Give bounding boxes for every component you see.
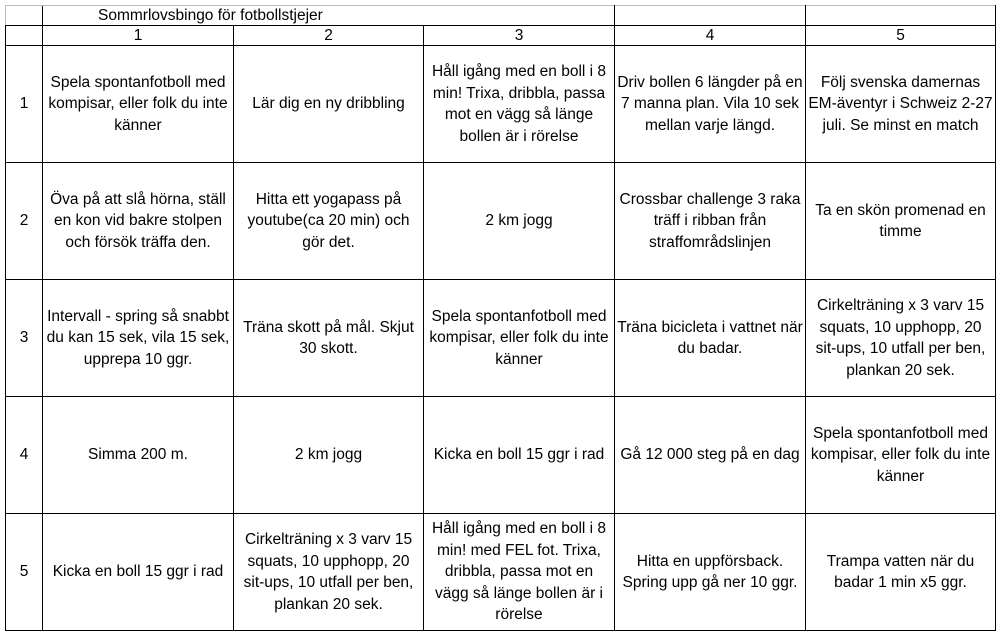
bingo-cell: Kicka en boll 15 ggr i rad: [43, 514, 234, 631]
bingo-row: [6, 514, 996, 631]
column-header: 4: [615, 26, 806, 46]
column-header: 1: [43, 26, 234, 46]
bingo-cell: Kicka en boll 15 ggr i rad: [424, 397, 615, 514]
row-header: 4: [6, 397, 43, 514]
bingo-cell: Trampa vatten när du badar 1 min x5 ggr.: [806, 514, 996, 631]
title-row: [6, 6, 996, 26]
bingo-row: [6, 397, 996, 514]
column-header: 3: [424, 26, 615, 46]
bingo-cell: Träna skott på mål. Skjut 30 skott.: [234, 280, 424, 397]
bingo-cell: Följ svenska damernas EM-äventyr i Schweiz 2-27 juli. Se minst en match: [806, 46, 996, 163]
row-header: 1: [6, 46, 43, 163]
bingo-cell: Cirkelträning x 3 varv 15 squats, 10 upphopp, 20 sit-ups, 10 utfall per ben, plankan 20 sek.: [806, 280, 996, 397]
row-header: 2: [6, 163, 43, 280]
bingo-cell: Hitta ett yogapass på youtube(ca 20 min) och gör det.: [234, 163, 424, 280]
bingo-cell: Träna bicicleta i vattnet när du badar.: [615, 280, 806, 397]
page-title: Sommrlovsbingo för fotbollstjejer: [43, 6, 424, 26]
header-corner-cell: [6, 26, 43, 46]
title-gap-cell: [806, 6, 996, 26]
bingo-cell: Cirkelträning x 3 varv 15 squats, 10 upphopp, 20 sit-ups, 10 utfall per ben, plankan 20 sek.: [234, 514, 424, 631]
bingo-cell: Lär dig en ny dribbling: [234, 46, 424, 163]
bingo-cell: 2 km jogg: [424, 163, 615, 280]
bingo-row: [6, 280, 996, 397]
bingo-cell: Spela spontanfotboll med kompisar, eller folk du inte känner: [424, 280, 615, 397]
column-header: 5: [806, 26, 996, 46]
bingo-table: [5, 5, 996, 631]
bingo-cell: Gå 12 000 steg på en dag: [615, 397, 806, 514]
corner-cell: [6, 6, 43, 26]
bingo-cell: Intervall - spring så snabbt du kan 15 sek, vila 15 sek, upprepa 10 ggr.: [43, 280, 234, 397]
column-header-row: [6, 26, 996, 46]
column-header: 2: [234, 26, 424, 46]
bingo-cell: Håll igång med en boll i 8 min! Trixa, dribbla, passa mot en vägg så länge bollen är i rörelse: [424, 46, 615, 163]
bingo-cell: Ta en skön promenad en timme: [806, 163, 996, 280]
bingo-cell: Spela spontanfotboll med kompisar, eller folk du inte känner: [806, 397, 996, 514]
bingo-cell: Håll igång med en boll i 8 min! med FEL fot. Trixa, dribbla, passa mot en vägg så länge bollen är i rörelse: [424, 514, 615, 631]
bingo-row: [6, 163, 996, 280]
bingo-cell: Hitta en uppförsback. Spring upp gå ner 10 ggr.: [615, 514, 806, 631]
bingo-cell: Öva på att slå hörna, ställ en kon vid bakre stolpen och försök träffa den.: [43, 163, 234, 280]
bingo-row: [6, 46, 996, 163]
title-gap-cell: [424, 6, 615, 26]
row-header: 3: [6, 280, 43, 397]
bingo-cell: 2 km jogg: [234, 397, 424, 514]
row-header: 5: [6, 514, 43, 631]
bingo-cell: Simma 200 m.: [43, 397, 234, 514]
title-gap-cell: [615, 6, 806, 26]
bingo-cell: Spela spontanfotboll med kompisar, eller folk du inte känner: [43, 46, 234, 163]
bingo-cell: Driv bollen 6 längder på en 7 manna plan. Vila 10 sek mellan varje längd.: [615, 46, 806, 163]
bingo-cell: Crossbar challenge 3 raka träff i ribban från straffområdslinjen: [615, 163, 806, 280]
